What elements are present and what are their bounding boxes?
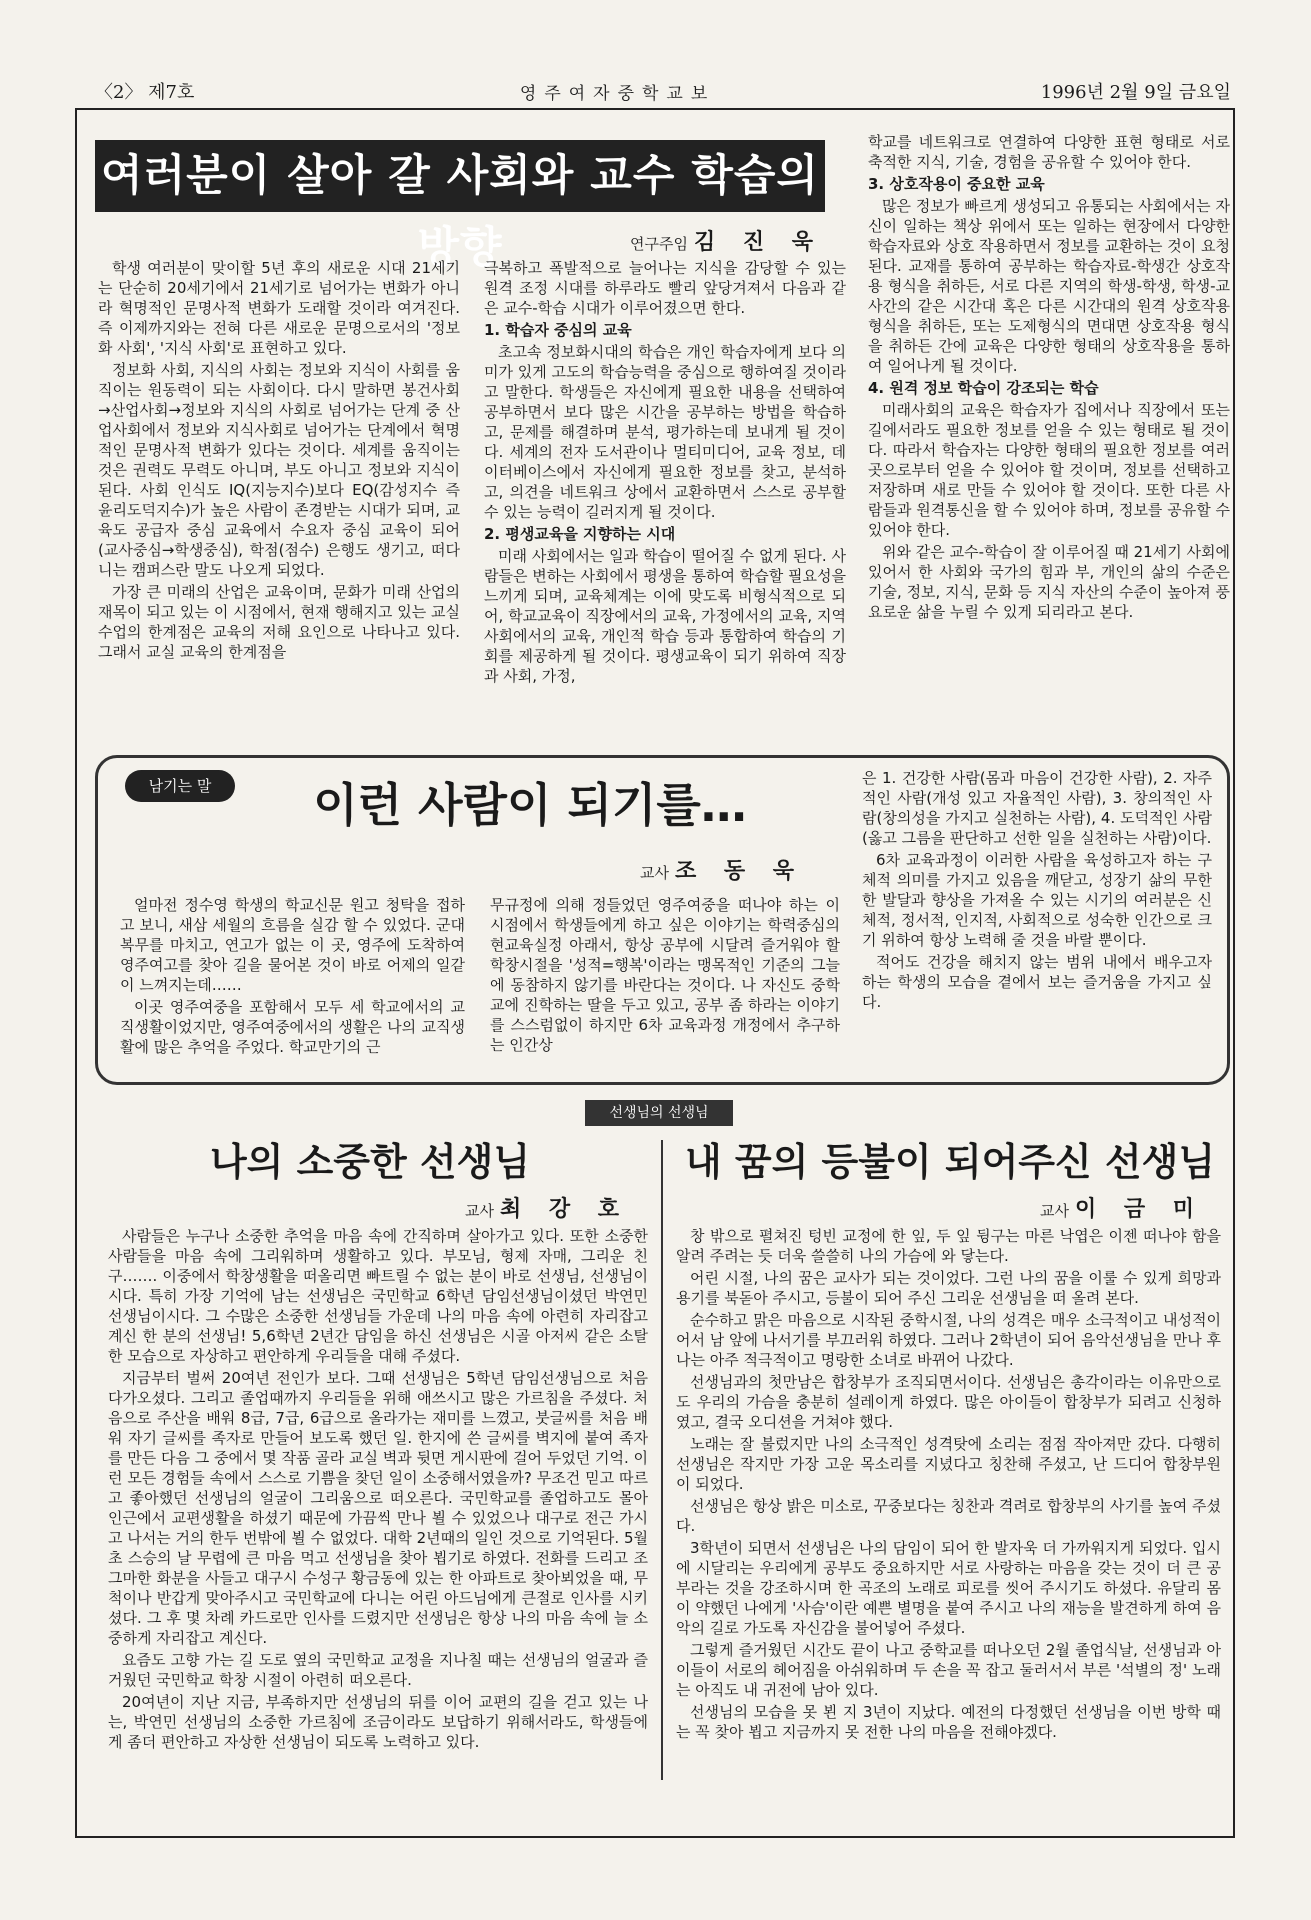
article3-left-body (108, 1226, 648, 1754)
paragraph: 무규정에 의해 정들었던 영주여중을 떠나야 하는 이 시점에서 학생들에게 하고 싶은 이야기는 학력중심의 현교육실정 아래서, 항상 공부에 시달려 즐거워야 할 학창시절을 '성적=행복'이라는 맹목적인 기준의 그늘에 동참하지 않기를 바란다는 것이다. 나 자신도 중학교에 진학하는 딸을 두고 있고, 공부 좀 하라는 이야기를 스스럼없이 하지만 6차 교육과정 개정에서 추구하는 인간상 (490, 896, 840, 1054)
paragraph: 학교를 네트워크로 연결하여 다양한 표현 형태로 서로 축적한 지식, 기술, 경험을 공유할 수 있어야 한다. (868, 133, 1230, 171)
paragraph: 미래 사회에서는 일과 학습이 떨어질 수 없게 된다. 사람들은 변하는 사회에서 평생을 통하여 학습할 필요성을 느끼게 되며, 교육체계는 이에 맞도록 비형식적으로 되어, 학교교육이 직장에서의 교육, 가정에서의 교육, 지역사회에서의 교육, 개인적 학습 등과 통합하여 학습의 기회를 제공하게 될 것이다. 평생교육이 되기 위하여 직장과 사회, 가정, (484, 547, 846, 685)
article2-column-3 (862, 768, 1212, 1014)
paragraph: 선생님은 항상 밝은 미소로, 꾸중보다는 칭찬과 격려로 합창부의 사기를 높여 주셨다. (676, 1497, 1221, 1535)
paragraph: 많은 정보가 빠르게 생성되고 유통되는 사회에서는 자신이 일하는 책상 위에서 또는 일하는 현장에서 다양한 학습자료와 상호 작용하면서 정보를 교환하는 것이 요청된다. 교재를 통하여 공부하는 학습자료-학생간 상호작용 형식을 취하든, 서로 다른 지역의 학생-학생, 학생-교사간의 같은 시간대 혹은 다른 시간대의 원격 상호작용 형식을 취하든, 또는 도제형식의 면대면 상호작용 형식을 취하든 간에 교육은 다양한 형태의 상호작용을 통하여 일어나게 될 것이다. (868, 197, 1230, 375)
column-divider (661, 1140, 663, 1780)
paragraph: 그렇게 즐거웠던 시간도 끝이 나고 중학교를 떠나오던 2월 졸업식날, 선생님과 아이들이 서로의 헤어짐을 아쉬워하며 두 손을 꼭 잡고 둘러서서 부른 '석별의 정' 노래는 아직도 내 귀전에 남아 있다. (676, 1641, 1221, 1699)
article1-title: 여러분이 살아 갈 사회와 교수 학습의 방향 (95, 140, 825, 212)
subheading: 4. 원격 정보 학습이 강조되는 학습 (868, 379, 1099, 397)
article1-column-2 (484, 258, 846, 688)
article2-column-2 (490, 895, 840, 1057)
newspaper-name: 영주여자중학교보 (519, 83, 716, 104)
article3-left-author-name: 최 강 호 (499, 1197, 630, 1222)
section3-label: 선생님의 선생님 (585, 1100, 733, 1126)
paragraph: 이곳 영주여중을 포함해서 모두 세 학교에서의 교직생활이었지만, 영주여중에서의 생활은 나의 교직생활에 많은 추억을 주었다. 학교만기의 근 (120, 998, 465, 1056)
paragraph: 얼마전 정수영 학생의 학교신문 원고 청탁을 접하고 보니, 새삼 세월의 흐름을 실감 할 수 있었다. 군대 복무를 마치고, 연고가 없는 이 곳, 영주에 도착하여 영주여고를 찾아 길을 물어본 것이 바로 어제의 일같이 느껴지는데…… (120, 896, 465, 994)
page-header (95, 78, 1231, 104)
subheading: 2. 평생교육을 지향하는 시대 (484, 525, 676, 543)
article3-right-byline (1040, 1192, 1204, 1223)
paragraph: 초고속 정보화시대의 학습은 개인 학습자에게 보다 의미가 있게 고도의 학습능력을 중심으로 행하여질 것이라고 말한다. 학생들은 자신에게 필요한 내용을 선택하여 공부하면서 보다 많은 시간을 공부하는 방법을 학습하고, 문제를 해결하며 분석, 평가하는데 보내게 될 것이다. 세계의 전자 도서관이나 멀티미디어, 교육 정보, 데이터베이스에서 자신에게 필요한 정보를 찾고, 분석하고, 의견을 네트워크 상에서 교환하면서 스스로 공부할 수 있는 능력이 길러지게 될 것이다. (484, 343, 846, 521)
article1-author-role: 연구주임 (630, 235, 688, 253)
paragraph: 학생 여러분이 맞이할 5년 후의 새로운 시대 21세기는 단순히 20세기에서 21세기로 넘어가는 변화가 아니라 혁명적인 문명사적 변화가 도래할 것이라 여겨진다. 즉 이제까지와는 전혀 다른 새로운 문명으로서의 '정보화 사회', '지식 사회'로 표현하고 있다. (98, 259, 460, 357)
article3-left-byline (465, 1192, 629, 1223)
paragraph: 위와 같은 교수-학습이 잘 이루어질 때 21세기 사회에 있어서 한 사회와 국가의 힘과 부, 개인의 삶의 수준은 기술, 정보, 지식, 문화 등 지식 자산의 수준이 높아져 풍요로운 삶을 누릴 수 있게 되리라고 본다. (868, 543, 1230, 621)
article2-column-1 (120, 895, 465, 1059)
article2-author-name: 조 동 욱 (674, 859, 805, 884)
article3-left-author-role: 교사 (465, 1202, 494, 1220)
paragraph: 미래사회의 교육은 학습자가 집에서나 직장에서 또는 길에서라도 필요한 정보를 얻을 수 있는 형태로 될 것이다. 따라서 학습자는 다양한 형태의 필요한 정보를 여러 곳으로부터 얻을 수 있어야 할 것이며, 정보를 선택하고 저장하며 새로 만들 수 있어야 할 것이다. 또한 다른 사람들과 원격통신을 할 수 있어야 하며, 정보를 공유할 수 있어야 한다. (868, 401, 1230, 539)
article1-byline (630, 225, 823, 256)
article3-right-title: 내 꿈의 등불이 되어주신 선생님 (684, 1139, 1216, 1184)
paragraph: 사람들은 누구나 소중한 추억을 마음 속에 간직하며 살아가고 있다. 또한 소중한 사람들을 마음 속에 그리워하며 생활하고 있다. 부모님, 형제 자매, 그리운 친구……. 이중에서 학창생활을 떠올리면 빠트릴 수 없는 분이 바로 선생님, 선생님이시다. 특히 가장 기억에 남는 선생님은 국민학교 6학년 담임선생님이셨던 박연민 선생님이시다. 그 수많은 소중한 선생님들 가운데 나의 마음 속에 아련히 자리잡고 계신 한 분의 선생님! 5,6학년 2년간 담임을 하신 선생님은 시골 아저씨 같은 소탈한 모습으로 자상하고 편안하게 우리들을 대해 주셨다. (108, 1227, 648, 1365)
article3-right-author-role: 교사 (1040, 1202, 1069, 1220)
paragraph: 순수하고 맑은 마음으로 시작된 중학시절, 나의 성격은 매우 소극적이고 내성적이어서 남 앞에 나서기를 부끄러워 하였다. 그러나 2학년이 되어 음악선생님을 만나 후 나는 아주 적극적이고 명랑한 소녀로 바뀌어 나갔다. (676, 1311, 1221, 1369)
paragraph: 가장 큰 미래의 산업은 교육이며, 문화가 미래 산업의 재목이 되고 있는 이 시점에서, 현재 행해지고 있는 교실 수업의 한계점은 교육의 저해 요인으로 나타나고 있다. 그래서 교실 교육의 한계점을 (98, 583, 460, 661)
page-number: 〈2〉 제7호 (95, 82, 195, 103)
paragraph: 선생님의 모습을 못 뵌 지 3년이 지났다. 예전의 다정했던 선생님을 이번 방학 때는 꼭 찾아 뵙고 지금까지 못 전한 나의 마음을 전해야겠다. (676, 1703, 1221, 1741)
article1-author-name: 김 진 욱 (693, 230, 824, 255)
article3-left-title: 나의 소중한 선생님 (209, 1139, 531, 1184)
issue-date: 1996년 2월 9일 금요일 (1040, 82, 1231, 103)
paragraph: 정보화 사회, 지식의 사회는 정보와 지식이 사회를 움직이는 원동력이 되는 사회이다. 다시 말하면 봉건사회→산업사회→정보와 지식의 사회로 넘어가는 단계 중 산업사회에서 정보와 지식사회로 넘어가는 단계에서 혁명적인 문명사적 변화가 있다는 것이다. 세계를 움직이는 것은 권력도 무력도 아니며, 부도 아니고 정보와 지식이 된다. 사회 인식도 IQ(지능지수)보다 EQ(감성지수 즉 윤리도덕지수)가 높은 사람이 존경받는 시대가 되며, 교육도 공급자 중심 교육에서 수요자 중심 교육이 되어 (교사중심→학생중심), 학점(점수) 은행도 생기고, 떠다니는 캠퍼스란 말도 나오게 되었다. (98, 361, 460, 579)
paragraph: 은 1. 건강한 사람(몸과 마음이 건강한 사람), 2. 자주적인 사람(개성 있고 자율적인 사람), 3. 창의적인 사람(창의성을 가지고 실천하는 사람), 4. 도덕적인 사람(옳고 그름을 판단하고 선한 일을 실천하는 사람)이다. (862, 769, 1212, 847)
article1-column-3 (868, 132, 1230, 624)
article1-column-1 (98, 258, 460, 664)
subheading: 3. 상호작용이 중요한 교육 (868, 175, 1045, 193)
paragraph: 노래는 잘 불렀지만 나의 소극적인 성격탓에 소리는 점점 작아져만 갔다. 다행히 선생님은 작지만 가장 고운 목소리를 지녔다고 칭찬해 주셨고, 난 드디어 합창부원이 되었다. (676, 1435, 1221, 1493)
article2-author-role: 교사 (640, 864, 669, 882)
paragraph: 요즘도 고향 가는 길 도로 옆의 국민학교 교정을 지나칠 때는 선생님의 얼굴과 즐거웠던 국민학교 학창 시절이 아련히 떠오른다. (108, 1651, 648, 1689)
paragraph: 극복하고 폭발적으로 늘어나는 지식을 감당할 수 있는 원격 조정 시대를 하루라도 빨리 앞당겨져서 다음과 같은 교수-학습 시대가 이루어졌으면 한다. (484, 259, 846, 317)
subheading: 1. 학습자 중심의 교육 (484, 321, 632, 339)
paragraph: 창 밖으로 펼쳐진 텅빈 교정에 한 잎, 두 잎 뒹구는 마른 낙엽은 이젠 떠나야 함을 알려 주려는 듯 더욱 쓸쓸히 나의 가슴에 와 닿는다. (676, 1227, 1221, 1265)
paragraph: 6차 교육과정이 이러한 사람을 육성하고자 하는 구체적 의미를 가지고 있음을 깨닫고, 성장기 삶의 무한한 발달과 향상을 가져올 수 있는 시기의 여러분은 신체적, 정서적, 인지적, 사회적으로 성숙한 인간으로 크기 위하여 항상 노력해 줄 것을 바랄 뿐이다. (862, 851, 1212, 949)
paragraph: 3학년이 되면서 선생님은 나의 담임이 되어 한 발자욱 더 가까워지게 되었다. 입시에 시달리는 우리에게 공부도 중요하지만 서로 사랑하는 마음을 갖는 것이 더 큰 공부라는 것을 강조하시며 한 곡조의 노래로 피로를 씻어 주시기도 하셨다. 유달리 몸이 약했던 나에게 '사슴'이란 예쁜 별명을 붙여 주시고 나의 재능을 발견하게 하여 음악의 길로 가도록 자신감을 불어넣어 주셨다. (676, 1539, 1221, 1637)
article3-right-author-name: 이 금 미 (1074, 1197, 1205, 1222)
paragraph: 20여년이 지난 지금, 부족하지만 선생님의 뒤를 이어 교편의 길을 걷고 있는 나는, 박연민 선생님의 소중한 가르침에 조금이라도 보답하기 위해서라도, 학생들에게 좀더 편안하고 자상한 선생님이 되도록 노력하고 있다. (108, 1693, 648, 1751)
article2-byline (640, 854, 804, 885)
paragraph: 어린 시절, 나의 꿈은 교사가 되는 것이었다. 그런 나의 꿈을 이룰 수 있게 희망과 용기를 북돋아 주시고, 등불이 되어 주신 그리운 선생님을 떠 올려 본다. (676, 1269, 1221, 1307)
paragraph: 지금부터 벌써 20여년 전인가 보다. 그때 선생님은 5학년 담임선생님으로 처음 다가오셨다. 그리고 졸업때까지 우리들을 위해 애쓰시고 많은 가르침을 주셨다. 처음으로 주산을 배워 8급, 7급, 6급으로 올라가는 재미를 느꼈고, 붓글씨를 처음 배워 자기 글씨를 족자로 만들어 보도록 했던 일. 한지에 쓴 글씨를 벽지에 붙여 족자를 만든 다음 그 중에서 몇 작품 골라 교실 벽과 뒷면 게시판에 걸어 두었던 기억. 이런 모든 경험들 속에서 스스로 기쁨을 찾던 일이 소중해서였을까? 무조건 믿고 따르고 좋아했던 선생님의 얼굴이 그리움으로 떠오른다. 국민학교를 졸업하고도 몰아 인근에서 교편생활을 하셨기 때문에 가끔씩 만나 뵐 수 있었으나 대구로 전근 가시고 나서는 거의 한두 번밖에 뵐 수 없었다. 대학 2년때의 일인 것으로 기억된다. 5월초 스승의 날 무렵에 큰 마음 먹고 선생님을 찾아 뵙기로 하였다. 전화를 드리고 조그마한 화분을 사들고 대구시 수성구 황금동에 있는 한 아파트로 찾아뵈었을 때, 무척이나 반갑게 맞아주시고 국민학교에 다니는 어린 아드님에게 큰절로 인사를 시키셨다. 그 후 몇 차례 카드로만 인사를 드렸지만 선생님은 항상 나의 마음 속에 늘 소중하게 자리잡고 계신다. (108, 1369, 648, 1647)
article2-badge: 남기는 말 (125, 770, 235, 802)
paragraph: 선생님과의 첫만남은 합창부가 조직되면서이다. 선생님은 총각이라는 이유만으로도 우리의 가슴을 충분히 설레이게 하였다. 많은 아이들이 합창부가 되려고 신청하였고, 결국 오디션을 거쳐야 했다. (676, 1373, 1221, 1431)
article2-title: 이런 사람이 되기를… (313, 778, 747, 832)
paragraph: 적어도 건강을 해치지 않는 범위 내에서 배우고자 하는 학생의 모습을 곁에서 보는 즐거움을 가지고 싶다. (862, 953, 1212, 1011)
article3-right-body (676, 1226, 1221, 1744)
